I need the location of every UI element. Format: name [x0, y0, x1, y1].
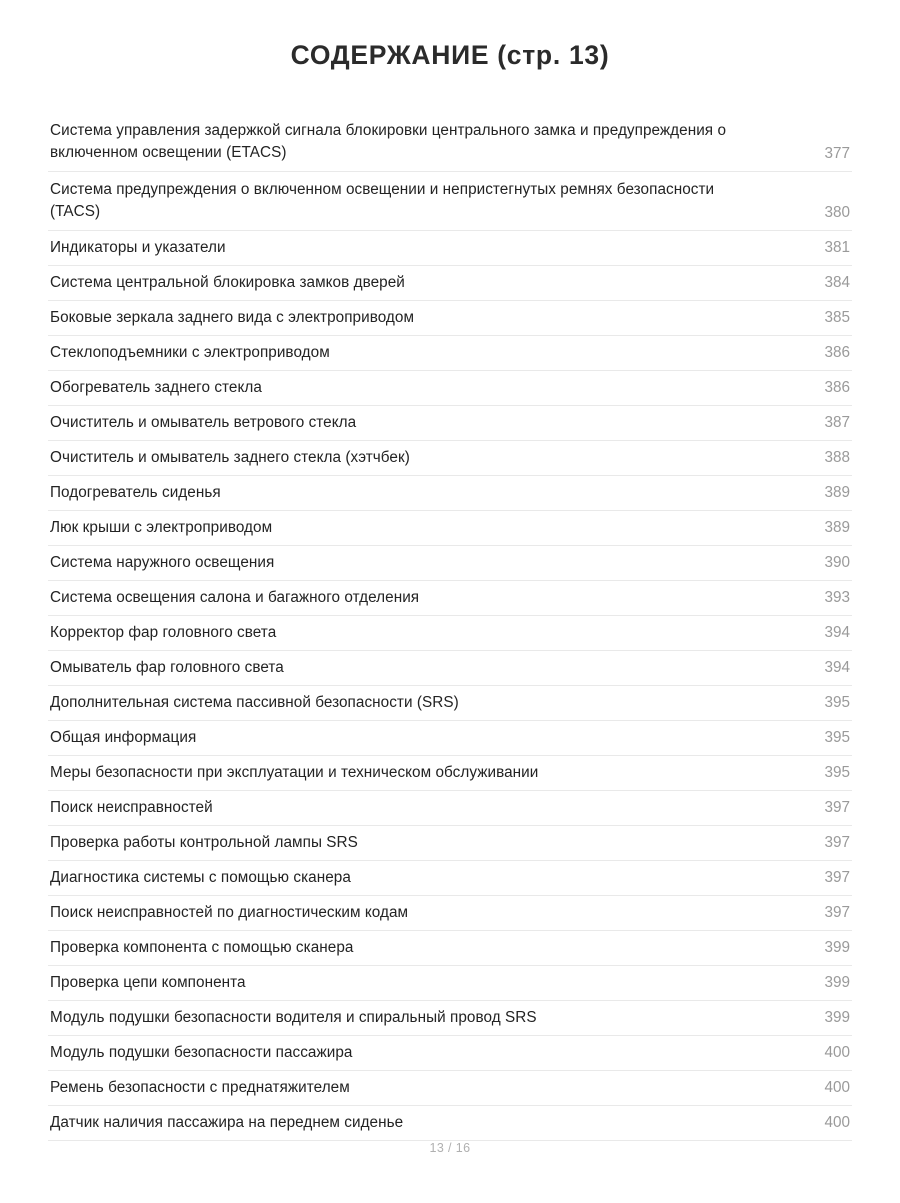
toc-entry-label: Омыватель фар головного света: [50, 659, 284, 676]
toc-entry-label: Модуль подушки безопасности пассажира: [50, 1044, 353, 1061]
toc-entry-page-number: 389: [824, 519, 850, 536]
toc-entry-label: Система центральной блокировка замков дверей: [50, 274, 405, 291]
toc-entry-label: Стеклоподъемники с электроприводом: [50, 344, 330, 361]
toc-entry-label: Проверка цепи компонента: [50, 974, 246, 991]
page-title: СОДЕРЖАНИЕ (стр. 13): [290, 40, 610, 70]
toc-entry-label: Поиск неисправностей по диагностическим кодам: [50, 904, 409, 921]
toc-entry[interactable]: [48, 896, 852, 931]
toc-entry-label: Проверка работы контрольной лампы SRS: [50, 834, 358, 851]
toc-entry-page-number: 381: [824, 239, 850, 256]
toc-entry[interactable]: [48, 861, 852, 896]
toc-entry-page-number: 397: [824, 904, 850, 921]
toc-entry[interactable]: [48, 966, 852, 1001]
toc-entry-page-number: 397: [824, 869, 850, 886]
toc-entry-page-number: 394: [824, 624, 850, 641]
toc-entry-page-number: 377: [824, 145, 850, 162]
toc-entry[interactable]: [48, 791, 852, 826]
toc-entry[interactable]: [48, 721, 852, 756]
toc-entry[interactable]: [48, 1071, 852, 1106]
toc-entry-page-number: 400: [824, 1114, 850, 1131]
toc-entry[interactable]: [48, 336, 852, 371]
toc-entry-page-number: 387: [824, 414, 850, 431]
toc-entry-label: Индикаторы и указатели: [50, 239, 226, 256]
toc-entry-page-number: 399: [824, 1009, 850, 1026]
toc-entry-label: Система управления задержкой сигнала блокировки центрального замка и предупреждения о включенном освещении (ETACS): [50, 122, 726, 161]
toc-entry-page-number: 399: [824, 939, 850, 956]
toc-entry[interactable]: [48, 1036, 852, 1071]
toc-entry-label: Обогреватель заднего стекла: [50, 379, 262, 396]
toc-entry-label: Меры безопасности при эксплуатации и техническом обслуживании: [50, 764, 539, 781]
toc-entry[interactable]: [48, 1001, 852, 1036]
toc-entry[interactable]: [48, 931, 852, 966]
toc-entry-label: Система наружного освещения: [50, 554, 275, 571]
toc-entry-label: Общая информация: [50, 729, 197, 746]
toc-entry-page-number: 397: [824, 834, 850, 851]
toc-entry-page-number: 395: [824, 729, 850, 746]
toc-entry-label: Корректор фар головного света: [50, 624, 277, 641]
toc-entry[interactable]: [48, 616, 852, 651]
toc-entry-page-number: 400: [824, 1079, 850, 1096]
toc-entry-page-number: 399: [824, 974, 850, 991]
toc-entry[interactable]: [48, 826, 852, 861]
toc-entry[interactable]: [48, 406, 852, 441]
toc-entry-label: Модуль подушки безопасности водителя и спиральный провод SRS: [50, 1009, 537, 1026]
toc-entry-page-number: 395: [824, 764, 850, 781]
toc-entry-page-number: 380: [824, 204, 850, 221]
toc-entry-label: Датчик наличия пассажира на переднем сиденье: [50, 1114, 404, 1131]
toc-entry-label: Ремень безопасности с преднатяжителем: [50, 1079, 350, 1096]
toc-entry[interactable]: [48, 511, 852, 546]
toc-entry-page-number: 384: [824, 274, 850, 291]
toc-entry-label: Поиск неисправностей: [50, 799, 213, 816]
toc-entry-label: Диагностика системы с помощью сканера: [50, 869, 351, 886]
toc-entry[interactable]: [48, 651, 852, 686]
toc-entry-label: Боковые зеркала заднего вида с электроприводом: [50, 309, 415, 326]
toc-entry[interactable]: [48, 301, 852, 336]
toc-entry-page-number: 395: [824, 694, 850, 711]
toc-entry[interactable]: [48, 113, 852, 172]
toc-entry-label: Подогреватель сиденья: [50, 484, 221, 501]
toc-entry-page-number: 386: [824, 379, 850, 396]
toc-entry-label: Система предупреждения о включенном освещении и непристегнутых ремнях безопасности (TACS): [50, 181, 715, 220]
toc-entry-page-number: 393: [824, 589, 850, 606]
toc-entry[interactable]: [48, 581, 852, 616]
toc-entry-label: Очиститель и омыватель заднего стекла (хэтчбек): [50, 449, 410, 466]
toc-entry[interactable]: [48, 686, 852, 721]
toc-entry[interactable]: [48, 231, 852, 266]
toc-entry-label: Очиститель и омыватель ветрового стекла: [50, 414, 357, 431]
toc-entry-page-number: 388: [824, 449, 850, 466]
toc-entry[interactable]: [48, 266, 852, 301]
toc-entry[interactable]: [48, 371, 852, 406]
toc-entry-page-number: 385: [824, 309, 850, 326]
toc-entry[interactable]: [48, 476, 852, 511]
toc-entry-label: Дополнительная система пассивной безопасности (SRS): [50, 694, 459, 711]
toc-entry-page-number: 390: [824, 554, 850, 571]
toc-entry[interactable]: [48, 756, 852, 791]
toc-entry-page-number: 397: [824, 799, 850, 816]
page-footer: 13 / 16: [429, 1141, 471, 1155]
toc-entry[interactable]: [48, 172, 852, 231]
toc-entry-page-number: 394: [824, 659, 850, 676]
toc-entry-label: Система освещения салона и багажного отделения: [50, 589, 420, 606]
toc-entry-page-number: 386: [824, 344, 850, 361]
toc-entry-label: Проверка компонента с помощью сканера: [50, 939, 354, 956]
toc-entry-page-number: 389: [824, 484, 850, 501]
toc-entry[interactable]: [48, 441, 852, 476]
table-of-contents: [48, 113, 852, 1141]
toc-entry-page-number: 400: [824, 1044, 850, 1061]
toc-entry-label: Люк крыши с электроприводом: [50, 519, 273, 536]
toc-entry[interactable]: [48, 546, 852, 581]
toc-entry[interactable]: [48, 1106, 852, 1141]
